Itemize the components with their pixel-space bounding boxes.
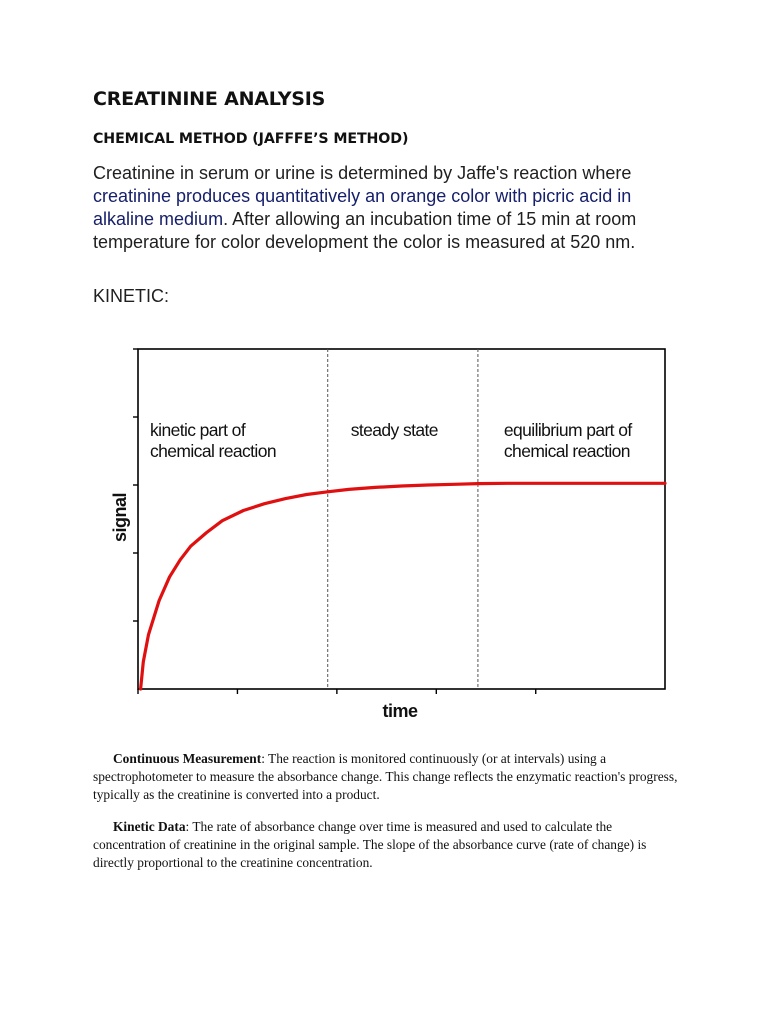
- kinetic-data-paragraph: [93, 818, 683, 872]
- region-label-1-line-2: chemical reaction: [150, 441, 276, 461]
- kinetic-label: KINETIC:: [93, 286, 170, 306]
- intro-text-start: Creatinine in serum or urine is determined by Jaffe's reaction where: [93, 163, 632, 183]
- region-label-2-line-1: steady state: [350, 420, 438, 440]
- document-title: CREATININE ANALYSIS: [93, 88, 326, 110]
- region-label-3-line-2: chemical reaction: [503, 441, 630, 461]
- intro-highlight: creatinine produces quantitatively an orange color with picric acid in alkaline medium: [93, 186, 632, 229]
- kinetic-data-text: : The rate of absorbance change over time is measured and used to calculate the concentration of creatinine in the original sample. The slope of the absorbance curve (rate of change) is directly proportional to the creatinine concentration.: [93, 819, 647, 870]
- intro-paragraph: [93, 162, 693, 254]
- kinetic-figure: [100, 335, 680, 730]
- signal-curve: [141, 483, 665, 689]
- continuous-measurement-term: Continuous Measurement: [113, 751, 262, 766]
- plot-frame: [138, 349, 665, 689]
- continuous-measurement-text: : The reaction is monitored continuously (or at intervals) using a spectrophotometer to measure the absorbance change. This change reflects the enzymatic reaction's progress, typically as the creatinine is converted into a product.: [93, 751, 678, 802]
- method-heading: CHEMICAL METHOD (JAFFFE’S METHOD): [93, 131, 409, 147]
- x-axis-label: time: [382, 701, 418, 721]
- region-label-1-line-1: kinetic part of: [150, 420, 246, 440]
- continuous-measurement-paragraph: [93, 750, 683, 804]
- kinetic-data-term: Kinetic Data: [113, 819, 186, 834]
- region-label-3-line-1: equilibrium part of: [503, 420, 632, 440]
- intro-text-end: . After allowing an incubation time of 15 min at room temperature for color development the color is measured at 520 nm.: [93, 209, 637, 252]
- signal-time-chart: [100, 335, 680, 730]
- y-axis-label: signal: [110, 492, 130, 542]
